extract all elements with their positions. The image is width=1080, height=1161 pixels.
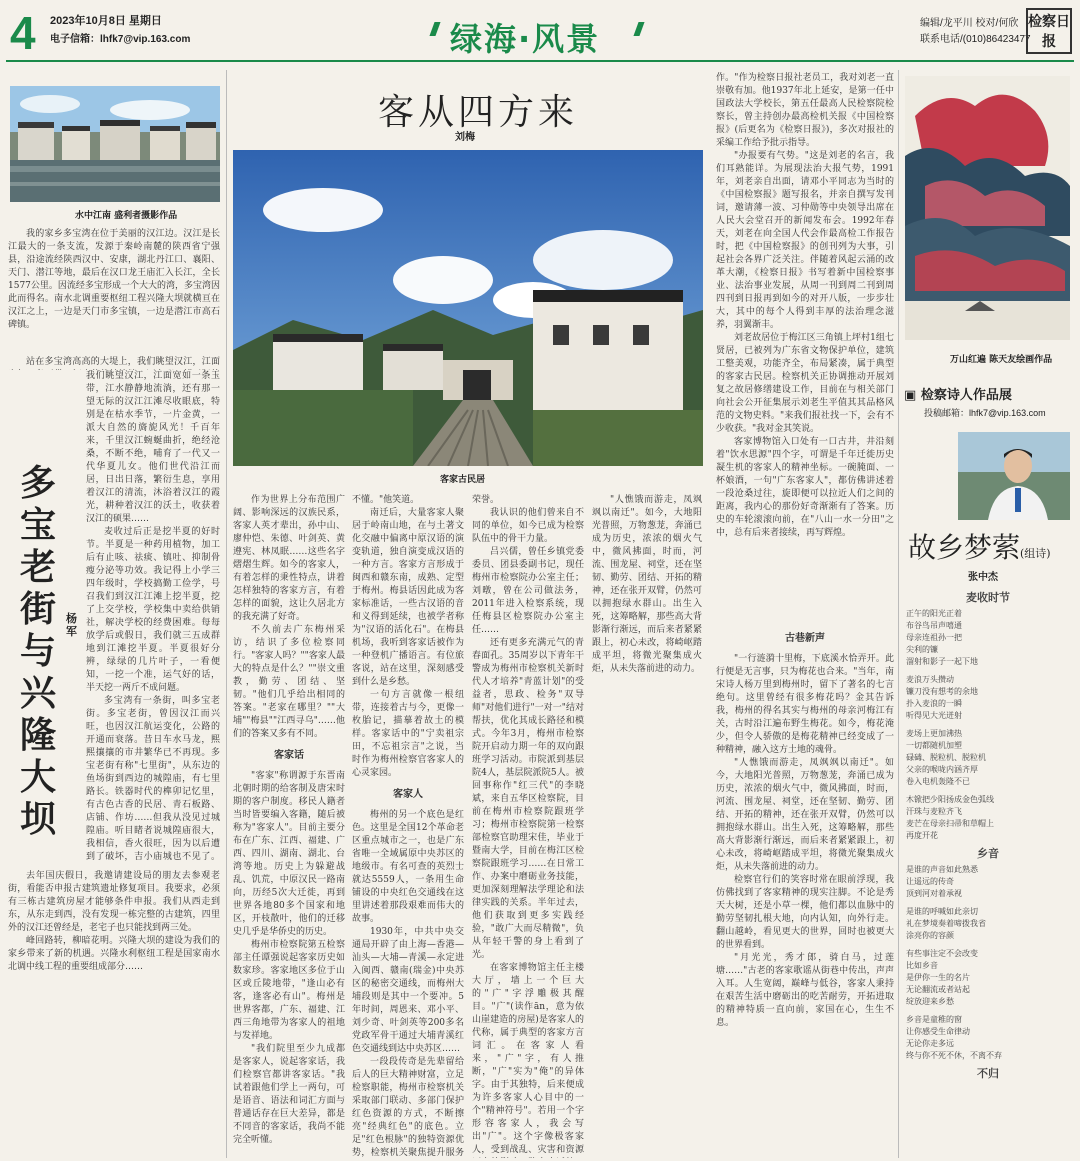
poets-section-heading: [904, 384, 1012, 403]
poem-line: 麦场上更加沸热: [906, 729, 962, 738]
page-number: 4: [10, 7, 36, 59]
paragraph: 多宝湾有一条街，叫多宝老街。多宝老街，曾因汉江而兴旺，也因汉江航运变化，公路的开通而衰落。昔日车水马龙，熙熙攘攘的市井繁华已不再现。多宝老街有称"七里街"，从东边的鱼场街到西边的城隍庙，有七里路长。铁器时代的榫卯记忆里，有古色古香的民居、青石板路、店铺、作坊……但我从没见过城隍庙。听目睹者说城隍庙很大，我相信，香火很旺，因为以后遭到了破坏，吉小庙城也不见了。: [86, 696, 220, 862]
paragraph: 梅州市检察院第五检察部主任谭强说起客家历史如数家珍。客家地区多位于山区或丘陵地带，"逢山必有客，逢客必有山"。梅州是世界客都，广东、福建、江西三角地带为客家人的祖地与发祥地。: [233, 940, 345, 1041]
poem-line: 有些事注定不会改变: [906, 949, 978, 958]
center-photo-caption: 客家古民居: [440, 475, 486, 485]
paragraph: 刘老故居位于梅江区三角镇上坪村1组七贤居，已被列为广东省文物保护单位，建筑工整美观，功能齐全，布局紧凑，属于典型的客家古民居。检察机关正协调推动开展刘复之故居修缮建设工作，目前在与相关部门向社会公开征集展示刘老生平值其其品格风范的文物史料。"来我们报社找一下，会有不少收获。"我对金其笑说。: [716, 333, 894, 434]
column-divider: [226, 70, 227, 1158]
poem-stanza: [902, 608, 1074, 668]
paragraph: "客家"称谓源于东晋南北朝时期的给客制及唐宋时期的客户制度。移民人籍者当时皆要编入客籍，随后被称为"客家人"。目前主要分布在广东、江西、福建、广西、四川、湖南、湖北、台湾等地。历史上为躲避战乱、饥荒，中原汉民一路南向，历经5次大迁徙，再到世界各地80多个国家和地区，开枝散叶，他们的迁移史几乎是华侨史的历史。: [233, 771, 345, 937]
paragraph: 在客家博物馆主任主楼大厅，墙上一个巨大的"广"字浮雕极其醒目。"广"(读作ān，意为依山崖建造的房屋)是客家人的代称，属于典型的客家方言词汇。在客家人看来，"广"字，有人推断，"广"实为"俺"的异体字。由于其独特，后来便成为许多客家人心目中的一个"精神符号"。若用一个字形容客家人，我会写出"广"。这个字像极客家人，受到战乱、灾害和资源: [472, 963, 584, 1155]
left-article-author: 杨军: [66, 612, 77, 638]
paragraph: 梅州的另一个底色是红色。这里是全国12个革命老区重点城市之一，也是广东省唯一全域属原中央苏区的地级市。有名可查的英烈士就达5559人，一条用生命铺设的中央红色交通线在这里讲述着那段艰难而伟大的故事。: [352, 810, 464, 924]
left-article-intro: [8, 228, 220, 356]
center-col-1: [233, 494, 345, 1158]
poem-line: 涂亮你的容颜: [906, 931, 954, 940]
newspaper-logo: 检察日报: [1026, 8, 1072, 54]
poem-line: 尖利的镰: [906, 645, 938, 654]
header-rule: [6, 60, 1074, 62]
poem-line: 布谷鸟吊声嘻通: [906, 621, 962, 630]
poem-line: 父亲的喉咙内涵齐厚: [906, 765, 978, 774]
poem-title: [908, 526, 1051, 566]
left-article-lead: [8, 356, 220, 370]
poem-title-note: (组诗): [1020, 547, 1051, 560]
paragraph: 检察官行们的笑容时常在眼前浮现，我仿佛找到了客家精神的现实注脚。不论是秀天大树，还是小草一棵，他们都以血脉中的勤劳坚韧扎根大地，向内认知，向外行走。翻山越岭，看见更大的世界，回时也被更大的世界看到。: [716, 875, 894, 950]
poem-line: 顶到河对着承视: [906, 889, 962, 898]
hakka-house-photo: [233, 150, 703, 466]
poem-stanza: [902, 906, 1074, 942]
section-mark-right: [633, 22, 644, 36]
center-col-4: [716, 72, 894, 618]
poem-subtitle: 麦收时节: [966, 591, 1010, 604]
center-col-2: [352, 494, 464, 1158]
paragraph: "我们院里至少九成都是客家人，说起客家话，我们检察官都讲客家话。"我试着跟他们学上一两句，可是语音、语法和词汇方面与普通话存在巨大差异，都是不同音的客家话，我尚不能完全听懂。: [233, 1044, 345, 1145]
poem-line: 卷入电机轰隆不已: [906, 777, 970, 786]
paragraph: 峰回路转，柳暗花明。兴隆大坝的建设为我们的家乡带来了新的机遇。兴隆水利枢纽工程是国家南水北调中线工程的重要组成部分……: [8, 936, 220, 972]
poem-line: 无论你走多远: [906, 1039, 954, 1048]
paragraph: 我的家乡多宝湾在位于美丽的汉江边。汉江是长江最大的一条支流，发源于秦岭南麓的陕西省宁强县，沿途流经陕西汉中、安康，湖北丹江口、襄阳、天门、潜江等地，最后在汉口龙王庙汇入长江，全长1577公里。因流经多宝形成一个大大的湾，多宝湾因此而得名。南水北调重要枢纽工程兴隆大坝就横亘在汉江之上，一边是天门市多宝镇，一边是潜江市高石碑镇。: [8, 229, 220, 330]
center-col-3: [472, 494, 584, 1158]
paragraph: 南迁后，大量客家人聚居于岭南山地，在与土著文化交融中偏离中原汉语的演变轨道，独自演变成汉语的一种方言。客家方言形成于闽西和赣东南，成熟、定型于梅州。梅县话因此成为客家标准话，一些古汉语的音和义得到延续，也被学者称为"汉语的活化石"。在梅县机场，我听到客家话被作为一种登机广播语言。有位旅客说，站在这里，深刻感受到什么是乡愁。: [352, 508, 464, 687]
poem-line: 麦浪万头攒动: [906, 675, 954, 684]
poem-line: 乡音是童稚的窗: [906, 1015, 962, 1024]
poem-line: 绽放迎来乡愁: [906, 997, 954, 1006]
poem-line: 终与你不死不休，不离不弃: [906, 1051, 1002, 1060]
poem-author: 张中杰: [968, 572, 998, 583]
paragraph: 还有更多充满元气的青春面孔。35周岁以下青年干警成为梅州市检察机关新时代人才培养"青蓝计划"的受益者，思政、检务"双导师"对他们进行"一对一"结对帮扶，优化其成长路径和模式。今年3月，梅州市检察院开启动力期一年的双向跟班学习活动。市院派到基层院4人，基层院派院5人。被回事称作"红三代"的李晓斌，来自五华区检察院，目前在梅州市检察院跟班学习；梅州市检察院第一检察部检察官助理宋佳，毕业于暨南大学，目前在梅江区检察院跟班学习……在日常工作、办案中磨砺业务技能，更加深刻理解法学理论和法律实践的关系。半年过去，他们获取到更多实践经验，"敢广大而尽精微"，负从年轻干警的身上看到了光。: [472, 638, 584, 960]
paragraph: 1930年，中共中央交通局开辟了由上海—香港—汕头—大埔—青溪—永定进入闽西、赣南(瑞金)中央苏区的秘密交通线，而梅州大埔段则是其中一个要冲。5年时间，周恩来、邓小平、刘少奇、叶剑英等200多名党政军骨干通过大埔青溪红色交通线到达中央苏区……: [352, 927, 464, 1054]
book-icon: ▣: [904, 388, 917, 403]
paragraph: 一句方言就像一根纽带，连接着古与今，更像一枚胎记，描摹着故土的模样。客家话中的"宁卖祖宗田，不忘祖宗言"之说，当时作为梅州检察官客家人的心灵家园。: [352, 690, 464, 778]
poem-title-text: 故乡梦萦: [908, 531, 1021, 564]
section-title: 绿海·风景: [450, 20, 601, 58]
poem-line: 母亲连祖孙一把: [906, 633, 962, 642]
column-divider: [898, 70, 899, 1158]
left-article-tail: [8, 870, 220, 1158]
poem-line: 一切都随机加塑: [906, 741, 962, 750]
paragraph: 去年国庆假日，我邀请建设局的朋友去参观老街，看能否申报古建筑遗址修复项目。我要求，必须有三栋古建筑房屋才能够条件申报。我们从西走到东，从东走到西，没有发现一栋完整的古建筑，四里外的汉江还曾经是，老宅子也只能找到两三处。: [8, 871, 220, 933]
issue-date: 2023年10月8日 星期日: [50, 15, 162, 27]
landscape-painting: [905, 76, 1070, 340]
subheading: 客家人: [393, 789, 423, 800]
paragraph: 作为世界上分布范围广阔、影响深远的汉族民系，客家人英才辈出，孙中山、廖仲恺、朱德、叶剑英、黄遵宪、林凤眠……这些名字熠熠生辉。如今的客家人，有着怎样的秉性特点，讲着怎样独特的客家方言，有着怎样的面貌，这让久居北方的我充满了好奇。: [233, 495, 345, 622]
poem-stanza: [902, 864, 1074, 900]
poem-line: 再度开花: [906, 831, 938, 840]
poem-line: 木锨把少阳扬成金色弧线: [906, 795, 994, 804]
poem-stanza: [902, 794, 1074, 842]
contact-email: 电子信箱：lhfk7@vip.163.com: [50, 34, 191, 45]
paragraph: "办报要有气势。"这是刘老的名言，我们耳熟能详。为展现法治大报气势，1991年，刘老亲自出面，请邓小平同志为当时的《中国检察报》题写报名，并亲自撰写发刊词，邀请薄一波、习仲勋等中央领导出席在人民大会堂召开的新闻发布会。1992年春天，刘老在向全国人代会作最高检工作报告时，把《中国检察报》的创刊列为大事，引起社会各界广泛关注。伴随着风起云涌的改革大潮，《检察日报》书写着新中国检察事业、法治事业发展，从周一刊到周二刊到周四刊到日报再到如今的对开八版，一步步壮大，其中的每个人得到丰厚的法治理念滋养，羽翼渐丰。: [716, 151, 894, 330]
poem-subtitle: 不归: [977, 1067, 999, 1080]
poem-line: 扑入麦浪的一瞬: [906, 699, 962, 708]
poem-line: 让你感受生命律动: [906, 1027, 970, 1036]
paragraph: 站在多宝湾高高的大堤上，我们眺望汉江，江面: [26, 357, 220, 367]
paragraph: 一段段传奇是先辈留给后人的巨大精神财富，立足检察职能，梅州市检察机关采取部门联动、多部门保护红色资源的方式，不断擦亮"经典红色"的底色。立足"红色根脉"的独特资源优势，检察机关聚焦提升服务: [352, 1057, 464, 1158]
poem-line: 是谁的声音如此熟悉: [906, 865, 978, 874]
painting-caption: 万山红遍 陈天友绘画作品: [950, 355, 1053, 365]
poem-line: 是谁的呼喊如此亲切: [906, 907, 978, 916]
center-article-author: 刘梅: [455, 132, 475, 143]
poem-line: 碌碡、脱粒机、脱粒机: [906, 753, 986, 762]
paragraph: 麦收过后正是挖半夏的好时节。半夏是一种药用植物，加工后有止咳、祛痰、镇吐、抑制骨瘦分泌等功效。我记得上小学三四年级时，学校搞勤工俭学，号召我们到汉江江滩上挖半夏，挖了上交学校，学校集中卖给供销社，解决学校的经费困难。每每放学后或假日，我们就三五成群地到江滩挖半夏。半夏很好分辨，绿绿的几片叶子，一看便知，一挖一个准，运气好的话，半天挖一两斤不成问题。: [86, 527, 220, 693]
left-article-title: 多宝老街与兴隆大坝: [20, 462, 57, 840]
poem-line: 镰刀没有想考的余地: [906, 687, 978, 696]
poet-portrait: [958, 432, 1070, 520]
poem-line: 让遥远的传奇: [906, 877, 954, 886]
left-article-narrow: [86, 370, 220, 864]
poem-stanza: [902, 674, 1074, 722]
poem-column: [902, 586, 1074, 1084]
paragraph: 吕兴儒，曾任乡镇党委委员、团县委副书记，现任梅州市检察院办公室主任；刘暾，曾在公司做法务，2011年进入检察系统，现任梅县区检察院办公室主任……: [472, 547, 584, 635]
paragraph: 不懂。"他笑道。: [352, 495, 420, 505]
subheading: 客家话: [274, 750, 304, 761]
poem-stanza: [902, 1014, 1074, 1062]
center-article-title: 客从四方来: [378, 92, 579, 133]
poem-line: 汗珠与麦粒齐飞: [906, 807, 962, 816]
poem-subtitle: 乡音: [977, 847, 999, 860]
paragraph: 作。"作为检察日报社老员工，我对刘老一直崇敬有加。他1937年北上延安，是第一任中国政法大学校长，第五任最高人民检察院检察长，曾主持创办最高检机关报《中国检察报》(后更名为《检察日报》)，多次对报社的采编工作给予批示指导。: [716, 73, 894, 148]
poets-submission-email: 投稿邮箱：lhfk7@vip.163.com: [924, 408, 1046, 418]
poem-line: 无论翻流或者站起: [906, 985, 970, 994]
poem-stanza: [902, 728, 1074, 788]
contact-phone: 联系电话/(010)86423477: [920, 34, 1031, 45]
center-col-4-lower: [592, 494, 702, 1158]
paragraph: 不久前去广东梅州采访，结识了多位检察同行。"客家人吗？""客家人最大的特点是什么？""崇文重教，勤劳、团结、坚韧。"他们几乎给出相同的答案。"老家在哪里？""大埔""梅县""江西寻乌"……他们的答案又多有不同。: [233, 625, 345, 739]
poem-line: 是伊你一生的名片: [906, 973, 970, 982]
poem-line: 礼在梦境奏着啼拨我省: [906, 919, 986, 928]
section-mark-left: [429, 22, 440, 36]
poem-line: 溜射和影子一起下地: [906, 657, 978, 666]
paragraph: 客家博物馆入口处有一口古井，井沿刻着"饮水思源"四个字，可谓是千年迁徙历史凝生机的客家人的精神坐标。一碗腌面、一杯娘酒，一句"广东客家人"，都仿佛讲述着一段沧桑过往，旋即便可以拉近人们之间的距离，我内心的那份好奇渐渐有了答案。历史的车轮滚滚向前，在"八山一水一分田"之中，总有后来者接续，再写辉煌。: [716, 437, 894, 538]
paragraph: 荣誉。: [472, 495, 500, 505]
paragraph: "人憔饿而游走，凤飒飒以南迁"。如今，大地阳光普照，万物葱茏，奔涌已成为历史，浓浓的烟火气中，微风拂面，时而，河流、围龙屋、祠堂，还在坚韧、勤劳、团结、开拓的精神，还在张开双臂，仍然可以拥抱绿水群山。出生入死，这筹略解，那些高大背影渐行渐远，而后来者紧紧跟上，初心未改，将崎岖踏成平坦，将微光聚集成火炬，从未失落前进的动力。: [716, 758, 894, 872]
subheading: 古巷新声: [785, 633, 825, 644]
paragraph: 我认识的他们曾来自不同的单位，如今已成为检察队伍中的骨干力量。: [472, 508, 584, 544]
paragraph: "人憔饿而游走，凤飒飒以南迁"。如今，大地阳光普照，万物葱茏，奔涌已成为历史，浓浓的烟火气中，微风拂面，时而，河流、围龙屋、祠堂，还在坚韧、勤劳、团结、开拓的精神，还在张开双臂，仍然可以拥抱绿水群山。出生入死，这筹略解，那些高大背影渐行渐远，而后来者紧紧跟上，初心未改，将崎岖踏成平坦，将微光聚集成火炬，从未失落前进的动力。: [592, 495, 702, 674]
poem-line: 比如乡音: [906, 961, 938, 970]
poem-line: 麦芒在母亲扫帚和草帽上: [906, 819, 994, 828]
poets-heading-text: 检察诗人作品展: [920, 388, 1012, 403]
paragraph: "一行涟漪十里梅，下底溪水恰弄开。此行便是无言事，只为梅花也合来。"当年，南宋诗人杨万里到梅州时，留下了著名的七言绝句。这里曾经有很多梅花吗？金其告诉我，梅州的得名其实与梅州的母亲河梅江有关，古时沿江遍布野生梅花。如今，梅花淹少，但令人骄傲的是梅花精神已经变成了一种精神，融入这方土地的魂骨。: [716, 654, 894, 755]
page-header: [0, 0, 1080, 62]
poem-stanza: [902, 948, 1074, 1008]
paragraph: "月光光，秀才郎，骑白马，过莲塘……"古老的客家歌谣从街巷中传出，声声入耳。人生宽阔，巅峰与低谷，客家人秉持在艰苦生活中磨砺出的吃苦耐劳，开拓进取的精神特质一直向前，家国在心，生生不息。: [716, 953, 894, 1028]
water-town-photo: [10, 86, 220, 202]
center-col-5: [716, 624, 894, 1158]
poem-line: 听得见大光迸射: [906, 711, 962, 720]
editors-credit: 编辑/龙平川 校对/何欣: [920, 18, 1019, 29]
poem-line: 正午的阳光正着: [906, 609, 962, 618]
left-photo-caption: 水中江南 盛利者摄影作品: [75, 211, 178, 221]
paragraph: 我们眺望汉江，江面宽如一条玉带，江水静静地流淌，还有那一望无际的汉江江滩尽收眼底，特别是在枯水季节，一片金黄，一派大自然的旖旎风光！千百年来，千里汉江蜿蜒曲折，绝经沧桑，不断不绝，哺育了一代又一代华夏儿女。他们世代沿江而居，日出日落，繁衍生息，享用着汉江的清流，沐浴着汉江的霞光，耕种着汉江的沃土，收获着汉江的硕果……: [86, 371, 220, 524]
